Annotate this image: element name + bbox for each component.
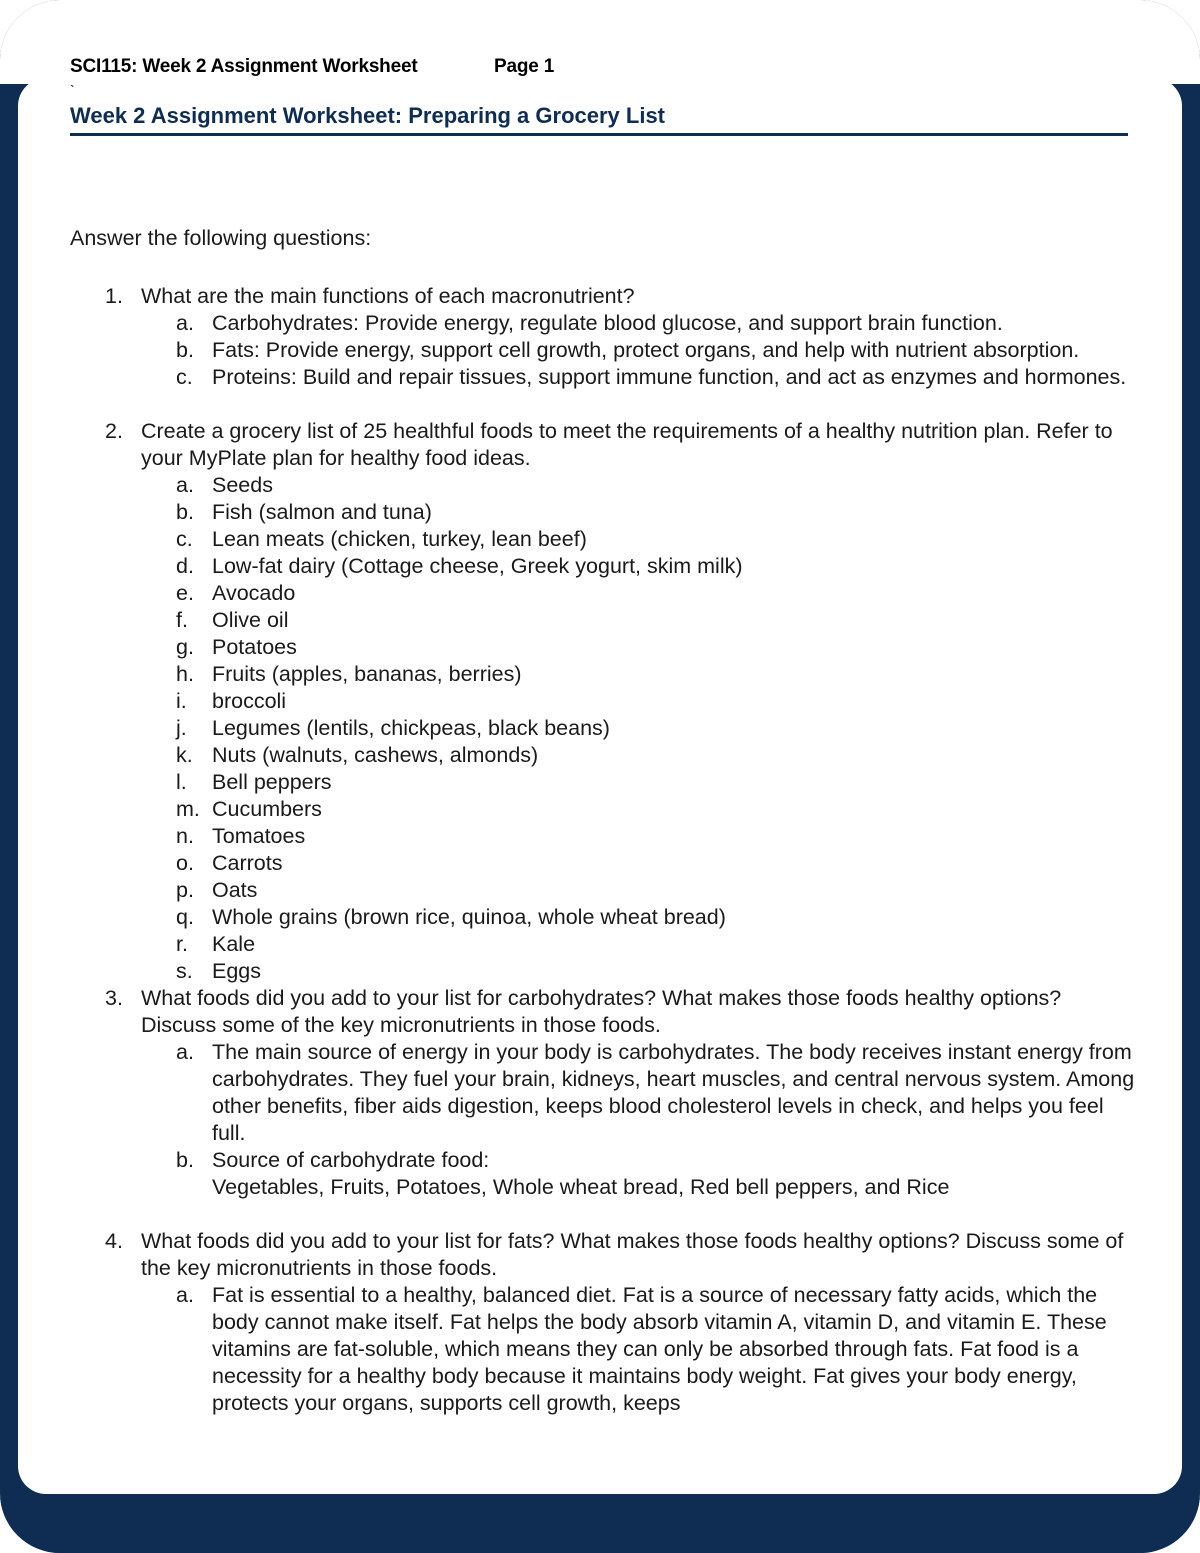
carb-food-sources: Vegetables, Fruits, Potatoes, Whole wheat bread, Red bell peppers, and Rice — [212, 1175, 950, 1199]
answer-item — [141, 337, 1140, 364]
item-letter: g. — [176, 635, 194, 659]
question-4 — [70, 1228, 1140, 1417]
grocery-item — [141, 877, 1140, 904]
item-text: broccoli — [212, 689, 287, 713]
item-text: Eggs — [212, 959, 262, 983]
answer-list — [141, 310, 1140, 391]
item-letter: l. — [176, 770, 187, 794]
item-letter: p. — [176, 878, 194, 902]
item-text: Fish (salmon and tuna) — [212, 500, 432, 524]
grocery-item — [141, 796, 1140, 823]
answer-item — [141, 364, 1140, 391]
item-letter: r. — [176, 932, 188, 956]
question-text: Create a grocery list of 25 healthful foods to meet the requirements of a healthy nutrition plan. Refer to your MyPlate plan for healthy food ideas. — [141, 419, 1113, 470]
item-text: Low-fat dairy (Cottage cheese, Greek yogurt, skim milk) — [212, 554, 743, 578]
answer-letter: a. — [176, 1040, 194, 1064]
worksheet-content — [70, 225, 1140, 1417]
answer-text: Carbohydrates: Provide energy, regulate blood glucose, and support brain function. — [212, 311, 1003, 335]
grocery-item — [141, 553, 1140, 580]
item-text: Cucumbers — [212, 797, 322, 821]
item-text: Avocado — [212, 581, 296, 605]
item-text: Potatoes — [212, 635, 297, 659]
item-letter: f. — [176, 608, 188, 632]
question-number: 1. — [105, 284, 123, 308]
grocery-list — [141, 472, 1140, 985]
item-letter: j. — [176, 716, 187, 740]
item-letter: i. — [176, 689, 187, 713]
question-1 — [70, 283, 1140, 391]
grocery-item — [141, 499, 1140, 526]
question-number: 3. — [105, 986, 123, 1010]
grocery-item — [141, 580, 1140, 607]
grocery-item — [141, 769, 1140, 796]
answer-item — [141, 1039, 1140, 1147]
item-letter: h. — [176, 662, 194, 686]
item-text: Nuts (walnuts, cashews, almonds) — [212, 743, 539, 767]
question-text: What foods did you add to your list for carbohydrates? What makes those foods healthy options? Discuss some of the key micronutrients in those foods. — [141, 986, 1062, 1037]
item-letter: a. — [176, 473, 194, 497]
item-letter: s. — [176, 959, 193, 983]
answer-letter: a. — [176, 311, 194, 335]
grocery-item — [141, 715, 1140, 742]
question-2 — [70, 418, 1140, 985]
header-course-title: SCI115: Week 2 Assignment Worksheet — [70, 56, 418, 77]
item-text: Lean meats (chicken, turkey, lean beef) — [212, 527, 587, 551]
grocery-item — [141, 607, 1140, 634]
stray-mark: ` — [70, 82, 75, 98]
answer-list — [141, 1282, 1140, 1417]
grocery-item — [141, 526, 1140, 553]
item-letter: n. — [176, 824, 194, 848]
item-letter: m. — [176, 797, 200, 821]
answer-text: Fat is essential to a healthy, balanced diet. Fat is a source of necessary fatty acids, which the body cannot make itself. Fat helps the body absorb vitamin A, vitamin D, and vitamin E. These vitamins are fat-soluble, which means they can only be absorbed through fats. Fat food is a necessity for a healthy body because it maintains body weight. Fat gives your body energy, protects your organs, supports cell growth, keeps — [212, 1283, 1107, 1415]
item-text: Olive oil — [212, 608, 289, 632]
answer-list — [141, 1039, 1140, 1201]
item-text: Bell peppers — [212, 770, 332, 794]
answer-text: The main source of energy in your body is carbohydrates. The body receives instant energy from carbohydrates. They fuel your brain, kidneys, heart muscles, and central nervous system. Among other benefits, fiber aids digestion, keeps blood cholesterol levels in check, and helps you feel full. — [212, 1040, 1135, 1145]
document-title: Week 2 Assignment Worksheet: Preparing a Grocery List — [70, 103, 1128, 136]
answer-text: Fats: Provide energy, support cell growth, protect organs, and help with nutrient absorption. — [212, 338, 1080, 362]
answer-letter: a. — [176, 1283, 194, 1307]
question-text: What are the main functions of each macronutrient? — [141, 284, 635, 308]
item-letter: c. — [176, 527, 193, 551]
item-text: Seeds — [212, 473, 273, 497]
question-list — [70, 283, 1140, 1417]
grocery-item — [141, 931, 1140, 958]
item-text: Oats — [212, 878, 258, 902]
item-letter: e. — [176, 581, 194, 605]
grocery-item — [141, 472, 1140, 499]
page-footer-band — [0, 1498, 1200, 1553]
question-number: 4. — [105, 1229, 123, 1253]
item-letter: k. — [176, 743, 193, 767]
document-body — [18, 78, 1182, 1494]
question-number: 2. — [105, 419, 123, 443]
answer-item — [141, 1147, 1140, 1201]
header-page-number: Page 1 — [494, 56, 555, 77]
grocery-item — [141, 661, 1140, 688]
item-letter: d. — [176, 554, 194, 578]
grocery-item — [141, 823, 1140, 850]
answer-letter: c. — [176, 365, 193, 389]
running-header — [0, 0, 1200, 84]
grocery-item — [141, 904, 1140, 931]
answer-text: Proteins: Build and repair tissues, support immune function, and act as enzymes and hormones. — [212, 365, 1127, 389]
item-text: Carrots — [212, 851, 283, 875]
grocery-item — [141, 958, 1140, 985]
item-text: Fruits (apples, bananas, berries) — [212, 662, 522, 686]
item-letter: o. — [176, 851, 194, 875]
answer-letter: b. — [176, 1148, 194, 1172]
grocery-item — [141, 742, 1140, 769]
item-letter: b. — [176, 500, 194, 524]
item-letter: q. — [176, 905, 194, 929]
answer-text: Source of carbohydrate food: — [212, 1148, 490, 1172]
intro-text: Answer the following questions: — [70, 226, 372, 250]
answer-item — [141, 310, 1140, 337]
question-3 — [70, 985, 1140, 1201]
answer-letter: b. — [176, 338, 194, 362]
item-text: Tomatoes — [212, 824, 306, 848]
item-text: Legumes (lentils, chickpeas, black beans) — [212, 716, 610, 740]
item-text: Kale — [212, 932, 256, 956]
answer-item — [141, 1282, 1140, 1417]
grocery-item — [141, 850, 1140, 877]
grocery-item — [141, 688, 1140, 715]
item-text: Whole grains (brown rice, quinoa, whole wheat bread) — [212, 905, 726, 929]
grocery-item — [141, 634, 1140, 661]
question-text: What foods did you add to your list for fats? What makes those foods healthy options? Discuss some of the key micronutrients in those foods. — [141, 1229, 1124, 1280]
